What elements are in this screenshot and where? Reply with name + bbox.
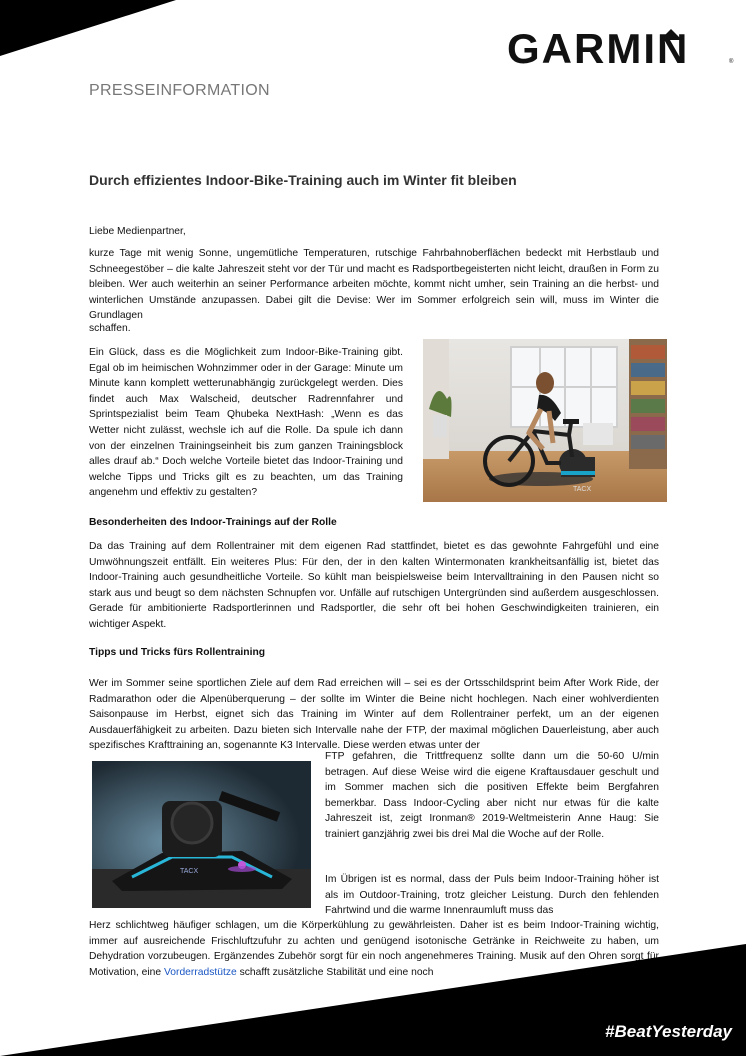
press-kicker: PRESSEINFORMATION — [89, 82, 270, 99]
paragraph-zubehoer-tail: schafft zusätzliche Stabilität und eine noch — [236, 966, 434, 978]
heading-besonderheiten: Besonderheiten des Indoor-Trainings auf der Rolle — [89, 517, 337, 528]
hashtag-beatyesterday: #BeatYesterday — [605, 1022, 732, 1041]
intro-paragraph: kurze Tage mit wenig Sonne, ungemütliche Temperaturen, rutschige Fahrbahnoberflächen bedeckt mit Herbstlaub und Schneegestöber – die kalte Jahreszeit steht vor der Tür und macht es Radsportbegeisterten nicht leicht, draußen in Form zu bleiben. Wer auch weiterhin an seiner Performance arbeiten möchte, kommt nicht umher, sein Training an die herbst- und winterlichen Umstände anzupassen. Dabei gilt die Devise: Wer im Sommer erfolgreich sein will, muss im Winter die Grundlagen — [89, 248, 659, 322]
intro-paragraph-end: schaffen. — [89, 323, 131, 334]
salutation: Liebe Medienpartner, — [89, 226, 186, 237]
logo-wordmark: GARMIN — [507, 25, 690, 72]
paragraph-zubehoer-text: Herz schlichtweg häufiger schlagen, um die Körperkühlung zu gewährleisten. Daher ist es beim Indoor-Training wichtig, immer auf ausreichende Frischluftzufuhr zu achten und genügend isotonische Getränke in Reichweite zu haben, um Dehydration vorzubeugen. Ergänzendes Zubehör sorgt für ein noch angenehmeres Training. Musik auf den Ohren sorgt für Motivation, eine — [89, 920, 659, 978]
photo1-trainer-label: TACX — [573, 486, 592, 493]
paragraph-walscheid: Ein Glück, dass es die Möglichkeit zum Indoor-Bike-Training gibt. Egal ob im heimischen Wohnzimmer oder in der Garage: Minute um Minute kann komplett wetterunabhängig zurückgelegt werden. Dies findet auch Max Walscheid, deutscher Radrennfahrer und Sprintspezialist beim Team Qhubeka NextHash: „Wenn es das Wetter nicht zulässt, wechsle ich auf die Rolle. Da spule ich dann von der einzelnen Trainingseinheit bis zum ganzen Trainingsblock alles drauf ab.“ Doch welche Vorteile bietet das Indoor-Training und welche Tipps und Tricks gilt es zu beachten, um das Training angenehm und effektiv zu gestalten? — [89, 347, 403, 499]
corner-decoration-top — [0, 0, 176, 56]
photo-indoor-cyclist — [423, 339, 667, 502]
registered-mark-icon: ® — [729, 59, 734, 65]
paragraph-tipps-1: Wer im Sommer seine sportlichen Ziele auf dem Rad erreichen will – sei es der Ortsschildsprint beim After Work Ride, der Radmarathon oder die Alpenüberquerung – der sollte im Winter die Beine nicht hochlegen. Nach einer wohlverdienten Saisonpause im Herbst, eignet sich das Training im Winter auf dem Rollentrainer perfekt, um an der eigenen Ausdauerfähigkeit zu arbeiten. Dazu bieten sich Intervalle nahe der FTP, der maximal möglichen Dauerleistung, aber auch spezifisches Krafttraining an, sogenannte K3 Intervalle. Diese werden etwas unter der — [89, 678, 659, 752]
paragraph-tipps-2: FTP gefahren, die Trittfrequenz sollte dann um die 50-60 U/min betragen. Auf diese Weise wird die eigene Kraftausdauer geschult und im Sommer machen sich die positiven Effekte beim Bergfahren bemerkbar. Dass Indoor-Cycling aber nicht nur etwas für die kalte Jahreszeit ist, zeigt Ironman® 2019-Weltmeisterin Anne Haug: Sie trainiert ganzjährig zwei bis drei Mal die Woche auf der Rolle. — [325, 751, 659, 840]
photo2-trainer-label: TACX — [180, 868, 199, 875]
logo-triangle-icon — [660, 29, 682, 40]
link-vorderradstuetze[interactable]: Vorderradstütze — [164, 966, 237, 978]
photo-tacx-trainer — [92, 761, 311, 908]
paragraph-puls: Im Übrigen ist es normal, dass der Puls beim Indoor-Training höher ist als im Outdoor-Training, trotz gleicher Leistung. Durch den fehlenden Fahrtwind und die warme Innenraumluft muss das — [325, 874, 659, 917]
heading-tipps: Tipps und Tricks fürs Rollentraining — [89, 647, 266, 658]
page-title: Durch effizientes Indoor-Bike-Training auch im Winter fit bleiben — [89, 172, 517, 188]
paragraph-besonderheiten: Da das Training auf dem Rollentrainer mit dem eigenen Rad stattfindet, bietet es das gewohnte Fahrgefühl und eine Umwöhnungszeit entfällt. Ein weiteres Plus: Für den, der in den kalten Wintermonaten krankheitsanfällig ist, bietet das Indoor-Training auch gesundheitliche Vorteile. So kühlt man beispielsweise beim Intervalltraining in den Pausen nicht so stark aus und beugt so dem nächsten Schnupfen vor. Unfälle auf rutschigen Untergründen sind außerdem ausgeschlossen. Gerade für ambitionierte Radsportlerinnen und Radsportler, die sehr oft bei hohen Geschwindigkeiten trainieren, ein wichtiger Aspekt. — [89, 541, 659, 630]
